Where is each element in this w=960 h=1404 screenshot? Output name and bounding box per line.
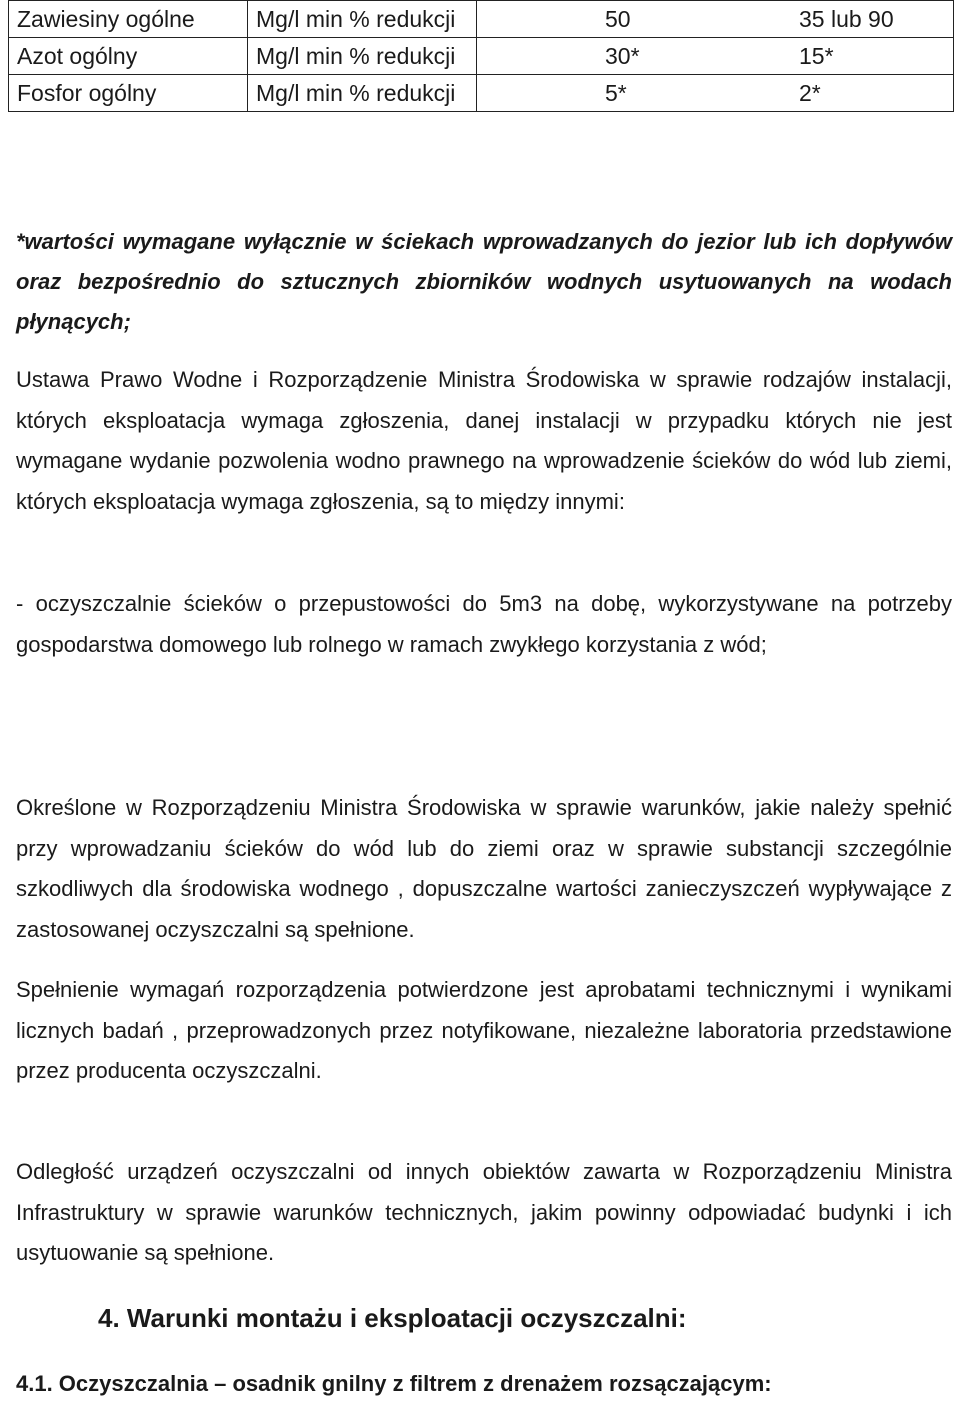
paragraph-regulation: Określone w Rozporządzeniu Ministra Środowiska w sprawie warunków, jakie należy spełnić przy wprowadzaniu ścieków do wód lub do ziemi oraz w sprawie substancji szczególnie szkodliwych dla środowiska wodnego , dopuszczalne wartości zanieczyszczeń wypływające z zastosowanej oczyszczalni są spełnione. xyxy=(16,795,952,942)
paragraph-list-item: - oczyszczalnie ścieków o przepustowości do 5m3 na dobę, wykorzystywane na potrzeby gospodarstwa domowego lub rolnego w ramach zwykłego korzystania z wód; xyxy=(16,591,952,657)
param-values-cell xyxy=(477,1,954,38)
table-row xyxy=(9,1,954,38)
table-row xyxy=(9,75,954,112)
paragraph-legal-basis: Ustawa Prawo Wodne i Rozporządzenie Ministra Środowiska w sprawie rodzajów instalacji, których eksploatacja wymaga zgłoszenia, danej instalacji w przypadku których nie jest wymagane wydanie pozwolenia wodno prawnego na wprowadzenie ścieków do wód lub ziemi, których eksploatacja wymaga zgłoszenia, są to między innymi: xyxy=(16,367,952,514)
paragraph-approvals: Spełnienie wymagań rozporządzenia potwierdzone jest aprobatami technicznymi i wynikami licznych badań , przeprowadzonych przez notyfikowane, niezależne laboratoria przedstawione przez producenta oczyszczalni. xyxy=(16,977,952,1083)
table-row xyxy=(9,38,954,75)
subsection-heading: 4.1. Oczyszczalnia – osadnik gnilny z filtrem z drenażem rozsączającym: xyxy=(16,1371,772,1396)
param-unit-cell: Mg/l min % redukcji xyxy=(248,75,477,112)
param-unit-cell: Mg/l min % redukcji xyxy=(248,1,477,38)
section-heading: 4. Warunki montażu i eksploatacji oczyszczalni: xyxy=(98,1303,687,1333)
param-name-cell: Fosfor ogólny xyxy=(9,75,248,112)
param-values-cell xyxy=(477,38,954,75)
param-name-cell: Zawiesiny ogólne xyxy=(9,1,248,38)
paragraph-distances: Odległość urządzeń oczyszczalni od innych obiektów zawarta w Rozporządzeniu Ministra Infrastruktury w sprawie warunków technicznych, jakim powinny odpowiadać budynki i ich usytuowanie są spełnione. xyxy=(16,1159,952,1265)
param-value-1: 5* xyxy=(605,80,627,106)
param-unit-cell: Mg/l min % redukcji xyxy=(248,38,477,75)
table-footnote: *wartości wymagane wyłącznie w ściekach wprowadzanych do jezior lub ich dopływów oraz bezpośrednio do sztucznych zbiorników wodnych usytuowanych na wodach płynących; xyxy=(16,229,952,334)
param-value-1: 30* xyxy=(605,43,640,69)
param-name-cell: Azot ogólny xyxy=(9,38,248,75)
param-value-2: 15* xyxy=(799,43,834,69)
param-value-2: 2* xyxy=(799,80,821,106)
parameters-table xyxy=(8,0,954,112)
param-values-cell xyxy=(477,75,954,112)
param-value-1: 50 xyxy=(605,6,631,32)
param-value-2: 35 lub 90 xyxy=(799,6,894,32)
